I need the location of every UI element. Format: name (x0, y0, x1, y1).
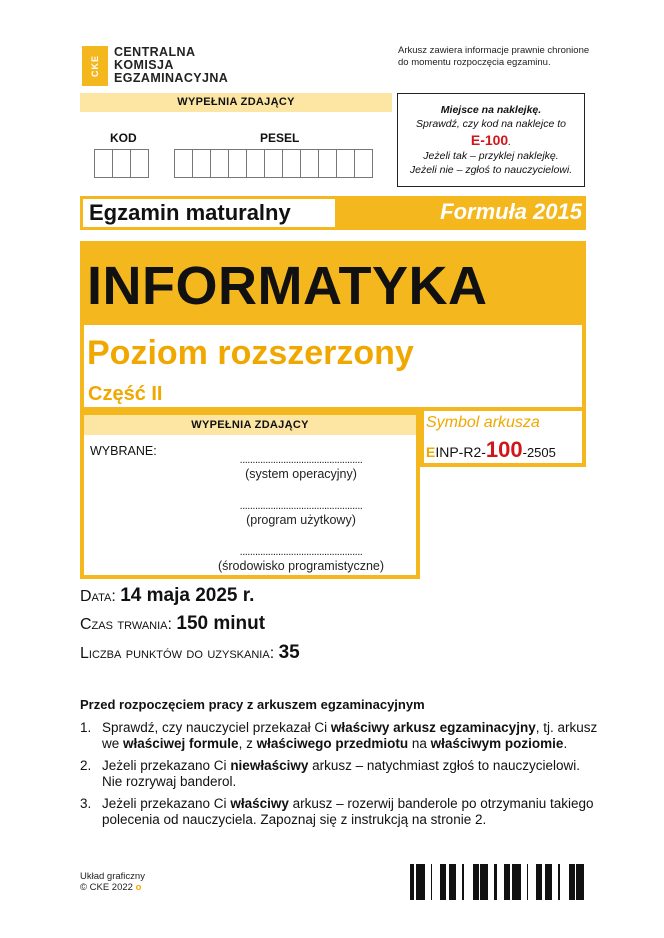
sticker-title: Miejsce na naklejkę. (440, 104, 542, 116)
sticker-line2: Jeżeli tak – przyklej naklejkę. (423, 150, 559, 162)
date-label: Data: (80, 588, 116, 605)
points-value: 35 (278, 642, 300, 663)
exam-title: Egzamin maturalny (83, 199, 335, 227)
field-caption-os: (system operacyjny) (245, 467, 357, 481)
pesel-box[interactable] (192, 149, 211, 178)
barcode (410, 864, 586, 900)
pesel-box[interactable] (318, 149, 337, 178)
points-row (80, 642, 300, 664)
chosen-label: WYBRANE: (90, 444, 157, 458)
instruction-item (80, 758, 600, 790)
date-value: 14 maja 2025 r. (120, 585, 255, 606)
duration-value: 150 minut (176, 613, 266, 634)
instruction-number: 2. (80, 758, 92, 773)
footer-mark: o (135, 882, 142, 893)
cke-logo (82, 46, 242, 88)
pesel-box[interactable] (264, 149, 283, 178)
subject-title: INFORMATYKA (87, 256, 488, 316)
dotted-line-os[interactable]: ................................................ (239, 454, 363, 466)
instruction-number: 1. (80, 720, 92, 735)
part-title: Część II (88, 383, 163, 405)
symbol-e: E (426, 444, 436, 460)
pesel-box[interactable] (354, 149, 373, 178)
sticker-line3: Jeżeli nie – zgłoś to nauczycielowi. (409, 164, 573, 176)
symbol-b: -2505 (522, 445, 556, 460)
kod-boxes[interactable] (94, 149, 148, 178)
logo-line-2: KOMISJA (114, 58, 174, 72)
sticker-code: E-100 (470, 132, 509, 148)
dotted-line-ide[interactable]: ................................................ (239, 546, 363, 558)
instructions-title: Przed rozpoczęciem pracy z arkuszem egzaminacyjnym (80, 697, 425, 712)
pesel-box[interactable] (336, 149, 355, 178)
symbol-a: INP-R2- (435, 444, 486, 460)
instruction-text: Jeżeli przekazano Ci niewłaściwy arkusz – natychmiast zgłoś to nauczycielowi. Nie rozrywaj banderol. (102, 758, 580, 789)
sticker-code-suffix: . (508, 136, 512, 148)
field-caption-ide: (środowisko programistyczne) (217, 559, 385, 573)
points-label: Liczba punktów do uzyskania: (80, 645, 275, 662)
instructions-list (80, 720, 600, 834)
legal-notice: Arkusz zawiera informacje prawnie chronione do momentu rozpoczęcia egzaminu. (398, 45, 590, 68)
instruction-text: Jeżeli przekazano Ci właściwy arkusz – rozerwij banderole po otrzymaniu takiego polecenia od nauczyciela. Zapoznaj się z instrukcją na stronie 2. (102, 796, 594, 827)
instruction-item (80, 720, 600, 752)
instruction-item (80, 796, 600, 828)
sticker-line1: Sprawdź, czy kod na naklejce to (416, 118, 566, 130)
symbol-label: Symbol arkusza (426, 414, 540, 431)
kod-label: KOD (110, 131, 137, 145)
kod-box[interactable] (112, 149, 131, 178)
pesel-box[interactable] (174, 149, 193, 178)
dotted-line-app[interactable]: ................................................ (239, 500, 363, 512)
pesel-label: PESEL (260, 131, 300, 145)
pesel-box[interactable] (210, 149, 229, 178)
sticker-area (397, 93, 585, 187)
fill-header: WYPEŁNIA ZDAJĄCY (80, 93, 392, 112)
level-title: Poziom rozszerzony (87, 334, 414, 372)
kod-box[interactable] (94, 149, 113, 178)
instruction-text: Sprawdź, czy nauczyciel przekazał Ci właściwy arkusz egzaminacyjny, tj. arkusz we właściwej formule, z właściwego przedmiotu na właściwym poziomie. (102, 720, 598, 751)
formula-label: Formuła 2015 (440, 199, 582, 224)
logo-mark: CKE (82, 46, 108, 86)
pesel-box[interactable] (300, 149, 319, 178)
pesel-boxes[interactable] (174, 149, 372, 178)
symbol-code (426, 438, 556, 465)
instruction-number: 3. (80, 796, 92, 811)
date-row (80, 585, 254, 607)
chosen-header: WYPEŁNIA ZDAJĄCY (84, 415, 416, 435)
footer-line2: © CKE 2022 (80, 882, 133, 893)
logo-line-1: CENTRALNA (114, 45, 196, 59)
field-caption-app: (program użytkowy) (246, 513, 356, 527)
footer-line1: Układ graficzny (80, 871, 145, 882)
logo-line-3: EGZAMINACYJNA (114, 71, 229, 85)
duration-row (80, 613, 265, 635)
pesel-box[interactable] (228, 149, 247, 178)
kod-box[interactable] (130, 149, 149, 178)
pesel-box[interactable] (282, 149, 301, 178)
pesel-box[interactable] (246, 149, 265, 178)
symbol-num: 100 (485, 437, 523, 462)
footer (80, 871, 145, 893)
duration-label: Czas trwania: (80, 616, 172, 633)
